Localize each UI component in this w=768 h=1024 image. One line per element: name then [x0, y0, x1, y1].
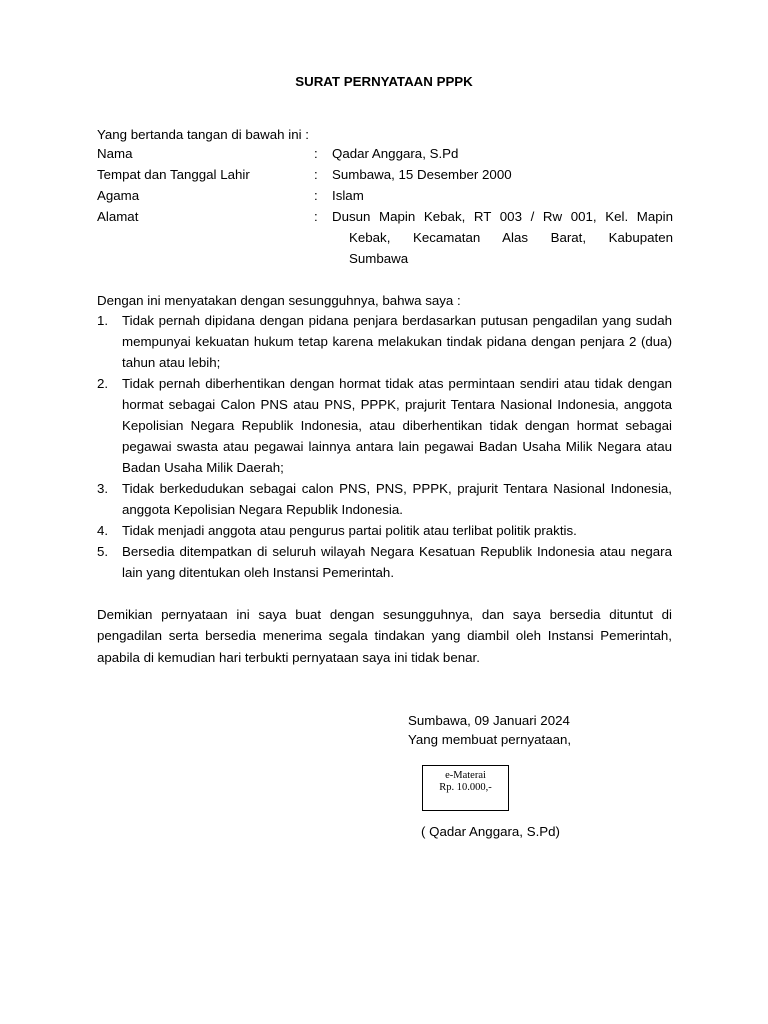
intro-text: Yang bertanda tangan di bawah ini : [97, 127, 309, 142]
list-item [97, 478, 672, 520]
field-value: Islam [332, 188, 364, 203]
e-materai-stamp [422, 765, 509, 811]
address-line: Kebak, Kecamatan Alas Barat, Kabupaten [349, 230, 673, 245]
field-value: Qadar Anggara, S.Pd [332, 146, 459, 161]
list-item [97, 541, 672, 583]
list-item [97, 310, 672, 373]
field-label: Tempat dan Tanggal Lahir [97, 167, 250, 182]
item-number: 1. [97, 313, 109, 328]
item-number: 4. [97, 523, 109, 538]
item-text: Tidak menjadi anggota atau pengurus partai politik atau terlibat politik praktis. [122, 523, 577, 538]
field-nama [97, 143, 677, 164]
field-agama [97, 185, 677, 206]
item-number: 5. [97, 544, 109, 559]
place-date: Sumbawa, 09 Januari 2024 [408, 713, 570, 728]
statement-lead: Dengan ini menyatakan dengan sesungguhnya, bahwa saya : [97, 293, 461, 308]
field-colon: : [314, 188, 318, 203]
signer-name: ( Qadar Anggara, S.Pd) [421, 824, 560, 839]
closing-paragraph: Demikian pernyataan ini saya buat dengan sesungguhnya, dan saya bersedia dituntut di pengadilan serta bersedia menerima segala tindakan yang diambil oleh Instansi Pemerintah, apabila di kemudian hari terbukti pernyataan saya ini tidak benar. [97, 607, 672, 665]
field-colon: : [314, 167, 318, 182]
signer-role: Yang membuat pernyataan, [408, 732, 572, 747]
address-line: Dusun Mapin Kebak, RT 003 / Rw 001, Kel. Mapin [332, 209, 673, 224]
item-text: Tidak berkedudukan sebagai calon PNS, PNS, PPPK, prajurit Tentara Nasional Indonesia, anggota Kepolisian Negara Republik Indonesia. [122, 481, 672, 517]
address-line: Sumbawa [349, 251, 409, 266]
statement-list [97, 310, 672, 583]
stamp-amount: Rp. 10.000,- [439, 782, 492, 793]
field-colon: : [314, 146, 318, 161]
item-number: 2. [97, 376, 109, 391]
field-label: Alamat [97, 209, 139, 224]
field-alamat [97, 206, 677, 269]
field-value: Sumbawa, 15 Desember 2000 [332, 167, 512, 182]
document-title: SURAT PERNYATAAN PPPK [295, 74, 473, 89]
field-value [332, 206, 673, 269]
field-label: Agama [97, 188, 140, 203]
item-number: 3. [97, 481, 109, 496]
list-item [97, 373, 672, 478]
item-text: Tidak pernah diberhentikan dengan hormat tidak atas permintaan sendiri atau tidak dengan hormat sebagai Calon PNS atau PNS, PPPK, prajurit Tentara Nasional Indonesia, anggota Kepolisian Negara Republik Indonesia, atau diberhentikan tidak dengan hormat sebagai pegawai swasta atau pegawai lainnya antara lain pegawai Badan Usaha Milik Negara atau Badan Usaha Milik Daerah; [122, 376, 672, 475]
item-text: Tidak pernah dipidana dengan pidana penjara berdasarkan putusan pengadilan yang sudah mempunyai kekuatan hukum tetap karena melakukan tindak pidana dengan penjara 2 (dua) tahun atau lebih; [122, 313, 672, 370]
signature-block [408, 711, 571, 749]
field-ttl [97, 164, 677, 185]
identity-fields [97, 143, 677, 269]
field-label: Nama [97, 146, 133, 161]
list-item [97, 520, 672, 541]
item-text: Bersedia ditempatkan di seluruh wilayah Negara Kesatuan Republik Indonesia atau negara lain yang ditentukan oleh Instansi Pemerintah. [122, 544, 672, 580]
stamp-title: e-Materai [445, 770, 486, 781]
field-colon: : [314, 209, 318, 224]
